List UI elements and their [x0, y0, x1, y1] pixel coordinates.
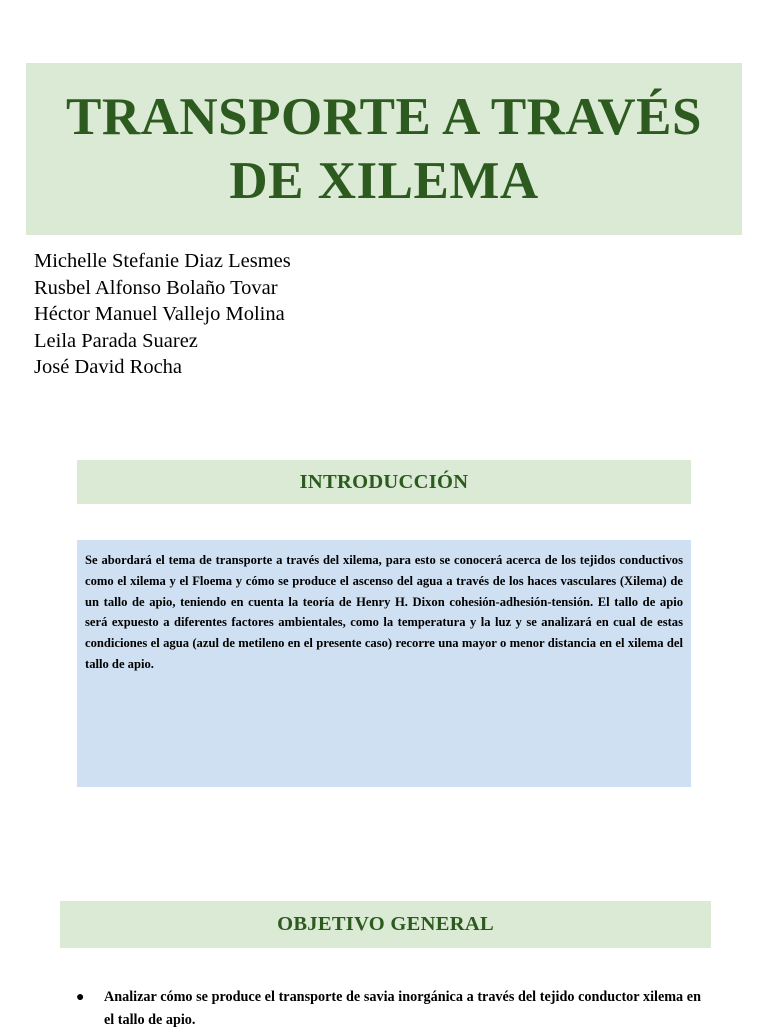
introduction-box	[77, 540, 691, 787]
introduction-paragraph: Se abordará el tema de transporte a través del xilema, para esto se conocerá acerca de los tejidos conductivos como el xilema y el Floema y cómo se produce el ascenso del agua a través de los haces vasculares (Xilema) de un tallo de apio, teniendo en cuenta la teoría de Henry H. Dixon cohesión-adhesión-tensión. El tallo de apio será expuesto a diferentes factores ambientales, como la temperatura y la luz y se analizará en cual de estas condiciones el agua (azul de metileno en el presente caso) recorre una mayor o menor distancia en el xilema del tallo de apio.	[85, 553, 683, 671]
objective-list	[76, 986, 701, 1032]
document-title-banner	[26, 63, 742, 235]
authors-list	[34, 248, 291, 381]
author-name: Leila Parada Suarez	[34, 329, 198, 352]
document-title-line-1: TRANSPORTE A TRAVÉS	[65, 88, 702, 146]
introduction-heading: INTRODUCCIÓN	[77, 460, 691, 504]
list-item	[76, 986, 701, 1032]
author-name: Michelle Stefanie Diaz Lesmes	[34, 250, 291, 272]
author-name: Rusbel Alfonso Bolaño Tovar	[34, 276, 278, 299]
document-title-line-2: DE XILEMA	[229, 152, 539, 210]
author-name: José David Rocha	[34, 356, 183, 378]
objective-text: Analizar cómo se produce el transporte de savia inorgánica a través del tejido conductor xilema en el tallo de apio.	[104, 989, 701, 1028]
general-objective-heading: OBJETIVO GENERAL	[60, 901, 711, 948]
bullet-icon: ●	[76, 990, 85, 1005]
author-name: Héctor Manuel Vallejo Molina	[34, 303, 285, 325]
